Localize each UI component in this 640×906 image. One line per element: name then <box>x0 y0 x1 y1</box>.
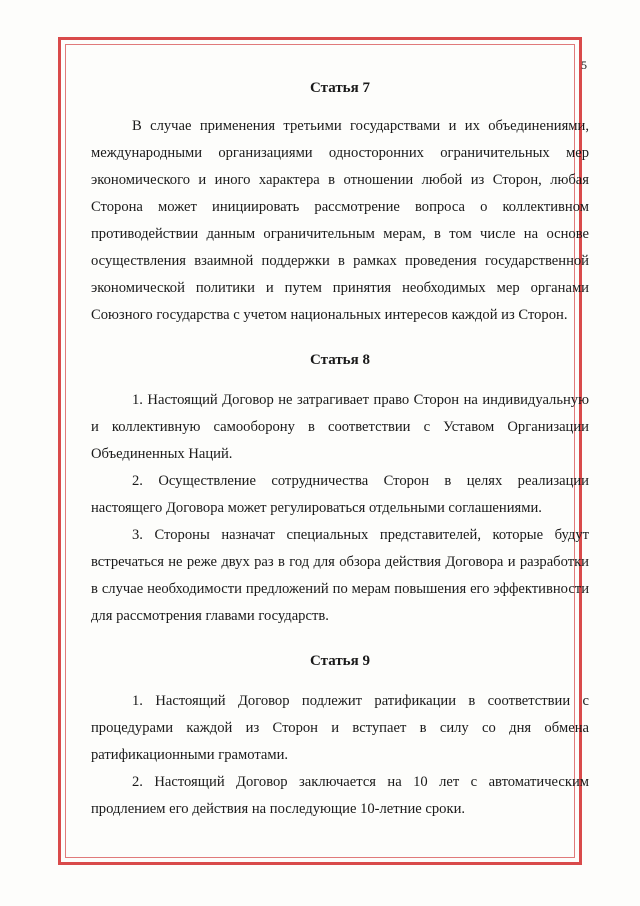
document-body <box>91 78 589 823</box>
article-9-paragraph-1: 1. Настоящий Договор подлежит ратификации в соответствии с процедурами каждой из Сторон и вступает в силу со дня обмена ратификационными грамотами. <box>91 693 589 763</box>
article-8-title: Статья 8 <box>310 352 370 368</box>
article-7-title: Статья 7 <box>310 80 370 96</box>
article-9-paragraph-2: 2. Настоящий Договор заключается на 10 лет с автоматическим продлением его действия на последующие 10-летние сроки. <box>91 774 589 817</box>
article-9-title: Статья 9 <box>310 653 370 669</box>
page-number: 5 <box>581 58 587 72</box>
article-8-paragraph-1: 1. Настоящий Договор не затрагивает право Сторон на индивидуальную и коллективную самооборону в соответствии с Уставом Организации Объединенных Наций. <box>91 392 589 462</box>
article-8-paragraph-3: 3. Стороны назначат специальных представителей, которые будут встречаться не реже двух раз в год для обзора действия Договора и разработки в случае необходимости предложений по мерам повышения его эффективности для рассмотрения главами государств. <box>91 527 589 624</box>
article-7-paragraph: В случае применения третьими государствами и их объединениями, международными организациями односторонних ограничительных мер экономического и иного характера в отношении любой из Сторон, любая Сторона может инициировать рассмотрение вопроса о коллективном противодействии данным ограничительным мерам, в том числе на основе осуществления взаимной поддержки в рамках проведения государственной экономической политики и путем принятия необходимых мер органами Союзного государства с учетом национальных интересов каждой из Сторон. <box>91 118 589 323</box>
article-8-paragraph-2: 2. Осуществление сотрудничества Сторон в целях реализации настоящего Договора может регулироваться отдельными соглашениями. <box>91 473 589 516</box>
